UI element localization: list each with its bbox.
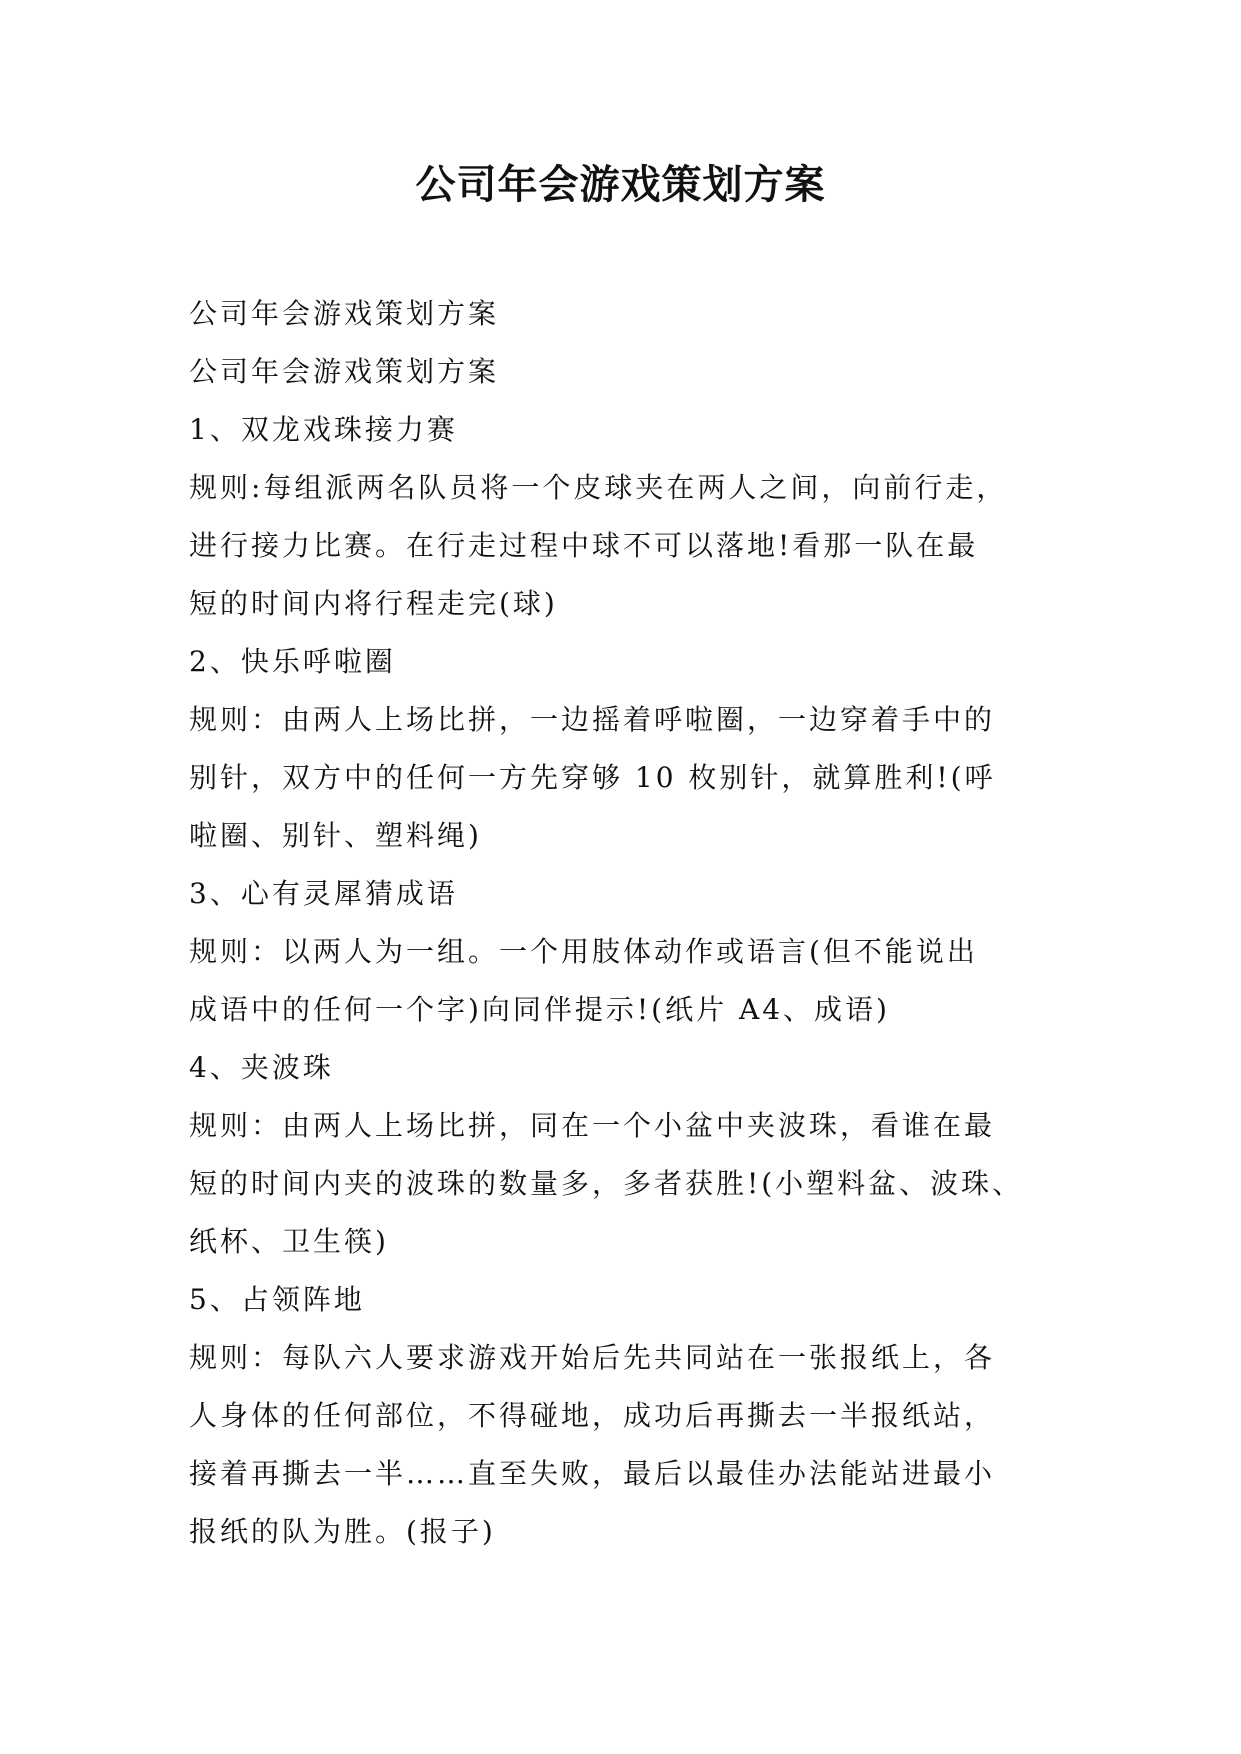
body-line: 啦圈、别针、塑料绳) [189,819,482,852]
body-line: 成语中的任何一个字)向同伴提示!(纸片 A4、成语) [189,993,890,1026]
body-line: 人身体的任何部位，不得碰地，成功后再撕去一半报纸站， [189,1399,996,1432]
section-heading-4: 4、夹波珠 [189,1051,334,1084]
body-line: 别针，双方中的任何一方先穿够 10 枚别针，就算胜利!(呼 [189,761,996,794]
body-line: 规则:每组派两名队员将一个皮球夹在两人之间，向前行走， [189,471,1008,504]
body-line: 报纸的队为胜。(报子) [189,1515,496,1548]
body-line: 公司年会游戏策划方案 [189,297,500,330]
body-line: 接着再撕去一半……直至失败，最后以最佳办法能站进最小 [189,1457,996,1490]
body-line: 短的时间内夹的波珠的数量多，多者获胜!(小塑料盆、波珠、 [189,1167,1024,1200]
body-line: 公司年会游戏策划方案 [189,355,500,388]
document-title: 公司年会游戏策划方案 [415,162,826,208]
document-body [189,285,1059,1561]
body-line: 规则：由两人上场比拼，同在一个小盆中夹波珠，看谁在最 [189,1109,996,1142]
section-heading-5: 5、占领阵地 [189,1283,365,1316]
section-heading-1: 1、双龙戏珠接力赛 [189,413,458,446]
body-line: 纸杯、卫生筷) [189,1225,389,1258]
body-line: 短的时间内将行程走完(球) [189,587,558,620]
body-line: 规则：每队六人要求游戏开始后先共同站在一张报纸上，各 [189,1341,996,1374]
section-heading-3: 3、心有灵犀猜成语 [189,877,458,910]
section-heading-2: 2、快乐呼啦圈 [189,645,396,678]
body-line: 规则：由两人上场比拼，一边摇着呼啦圈，一边穿着手中的 [189,703,996,736]
body-line: 进行接力比赛。在行走过程中球不可以落地!看那一队在最 [189,529,979,562]
body-line: 规则：以两人为一组。一个用肢体动作或语言(但不能说出 [189,935,978,968]
